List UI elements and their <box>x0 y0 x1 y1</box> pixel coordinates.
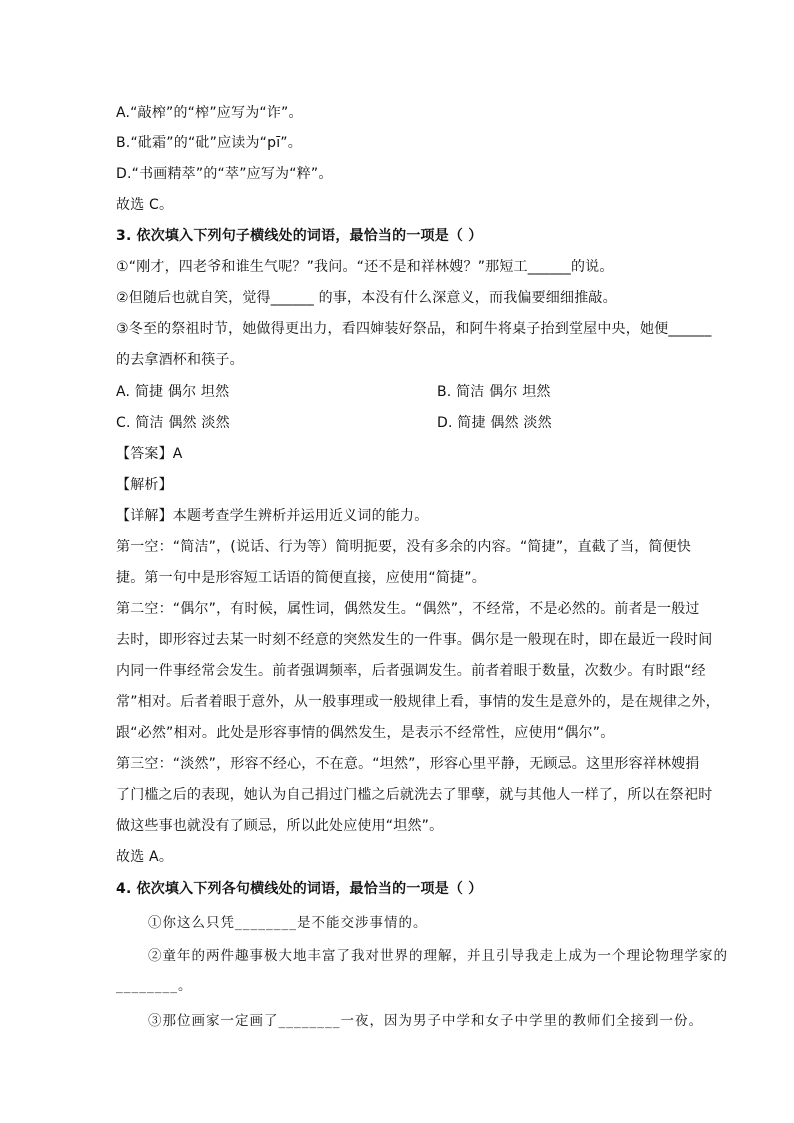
q3-option-a: A. 简捷 偶尔 坦然 <box>116 384 230 400</box>
q4-sentence-2a: ②童年的两件趣事极大地丰富了我对世界的理解，并且引导我走上成为一个理论物理学家的 <box>148 948 728 964</box>
q2-option-a: A.“敲榨”的“榨”应写为“诈”。 <box>116 105 303 121</box>
q3-sentence-2: ②但随后也就自笑，觉得______ 的事，本没有什么深意义，而我偏要细细推敲。 <box>116 290 617 306</box>
q3-sentence-3a: ③冬至的祭祖时节，她做得更出力，看四婶装好祭品，和阿牛将桌子抬到堂屋中央，她便______ <box>116 321 712 337</box>
q3-final-answer: 故选 A。 <box>116 849 174 865</box>
q2-answer: 故选 C。 <box>116 197 174 213</box>
q3-para2-line1: 第二空：“偶尔”，有时候，属性词，偶然发生。“偶然”，不经常，不是必然的。前者是一般过 <box>116 601 700 617</box>
q3-stem: 3. 依次填入下列句子横线处的词语，最恰当的一项是（ ） <box>116 228 483 244</box>
q3-para3-line1: 第三空：“淡然”，形容不经心，不在意。“坦然”，形容心里平静，无顾忌。这里形容祥林嫂捐 <box>116 756 700 772</box>
q3-para2-line4: 常”相对。后者着眼于意外，从一般事理或一般规律上看，事情的发生是意外的，是在规律之外， <box>116 694 720 710</box>
q2-option-d: D.“书画精萃”的“萃”应写为“粹”。 <box>116 166 333 182</box>
q3-para1-line2: 捷。第一句中是形容短工话语的简便直接，应使用“简捷”。 <box>116 570 486 586</box>
q4-sentence-2b: ________。 <box>116 978 193 994</box>
q3-para2-line2: 去时，即形容过去某一时刻不经意的突然发生的一件事。偶尔是一般现在时，即在最近一段时间 <box>116 632 713 648</box>
q3-option-b: B. 简洁 偶尔 坦然 <box>437 384 551 400</box>
q3-option-d: D. 简捷 偶然 淡然 <box>437 415 552 431</box>
q2-option-b: B.“砒霜”的“砒”应读为“pī”。 <box>116 135 302 151</box>
q3-option-c: C. 简洁 偶然 淡然 <box>116 415 230 431</box>
q3-para3-line3: 做这些事也就没有了顾忌，所以此处应使用“坦然”。 <box>116 818 444 834</box>
q3-sentence-1: ①“刚才，四老爷和谁生气呢？”我问。“还不是和祥林嫂？”那短工______的说。 <box>116 259 614 275</box>
q3-sentence-3b: 的去拿酒杯和筷子。 <box>116 352 244 368</box>
q3-detail: 【详解】本题考查学生辨析并运用近义词的能力。 <box>116 508 429 524</box>
q3-para3-line2: 了门槛之后的表现，她认为自己捐过门槛之后就洗去了罪孽，就与其他人一样了，所以在祭祀时 <box>116 787 713 803</box>
q3-answer: 【答案】A <box>116 446 183 462</box>
q3-analysis-heading: 【解析】 <box>116 477 173 493</box>
q3-para1-line1: 第一空：“简洁”，(说话、行为等）简明扼要，没有多余的内容。“简捷”，直截了当，简便快 <box>116 539 692 555</box>
q4-stem: 4. 依次填入下列各句横线处的词语，最恰当的一项是（ ） <box>116 881 483 897</box>
q4-sentence-1: ①你这么只凭________是不能交涉事情的。 <box>148 915 428 931</box>
q3-para2-line5: 跟“必然”相对。此处是形容事情的偶然发生，是表示不经常性，应使用“偶尔”。 <box>116 725 615 741</box>
q4-sentence-3: ③那位画家一定画了________一夜，因为男子中学和女子中学里的教师们全接到一份。 <box>148 1013 703 1029</box>
q3-para2-line3: 内同一件事经常会发生。前者强调频率，后者强调发生。前者着眼于数量，次数少。有时跟“经 <box>116 663 706 679</box>
